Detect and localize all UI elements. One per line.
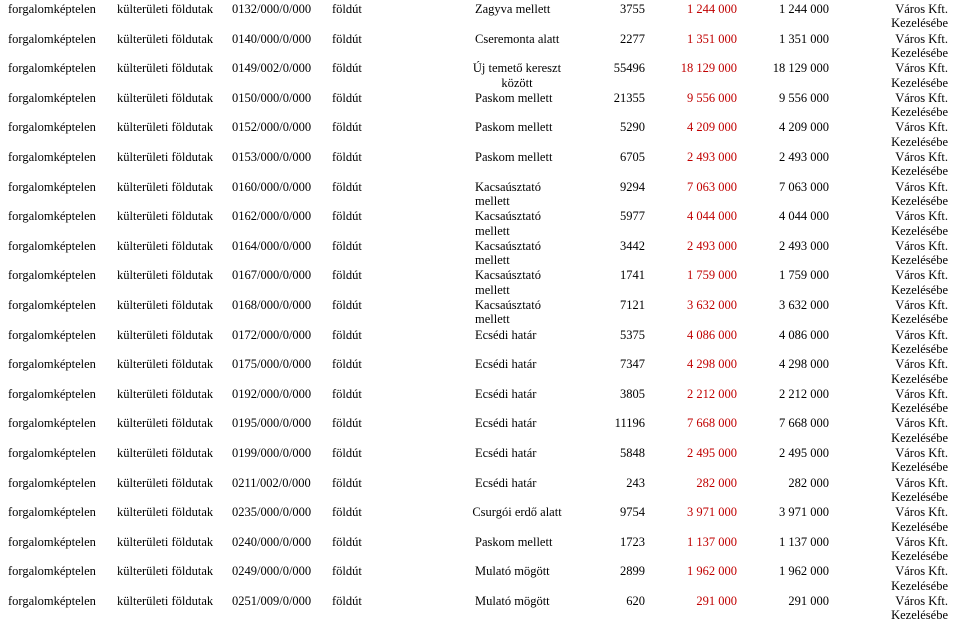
cultivation-cell: földút	[332, 238, 362, 253]
type-cell: külterületi földutak	[117, 534, 214, 549]
status-cell: forgalomképtelen	[8, 90, 96, 105]
status-cell: forgalomképtelen	[8, 179, 96, 194]
owner-cell	[891, 91, 948, 120]
owner-line-1: Város Kft.	[895, 594, 948, 608]
area-cell: 2899	[620, 564, 645, 579]
parcel-cell: 0251/009/0/000	[232, 594, 312, 608]
owner-cell	[891, 357, 948, 386]
parcel-cell: 0175/000/0/000	[232, 357, 312, 372]
parcel-cell: 0160/000/0/000	[232, 179, 312, 194]
location-cell: Mulató mögött	[475, 594, 550, 608]
owner-cell	[891, 239, 948, 268]
owner-cell	[891, 416, 948, 445]
type-cell: külterületi földutak	[117, 446, 214, 460]
table-row	[0, 505, 960, 535]
location-cell: Kacsaúsztató mellett	[475, 209, 541, 238]
location-cell: Ecsédi határ	[475, 327, 537, 342]
owner-line-2: Kezelésébe	[891, 194, 948, 208]
location-cell: Zagyva mellett	[475, 2, 551, 16]
type-cell: külterületi földutak	[117, 564, 214, 579]
cultivation-cell: földút	[332, 416, 362, 431]
value1-cell: 3 632 000	[687, 298, 737, 312]
parcel-cell: 0150/000/0/000	[232, 90, 312, 105]
type-cell: külterületi földutak	[117, 238, 214, 253]
status-cell: forgalomképtelen	[8, 268, 96, 283]
owner-line-1: Város Kft.	[895, 475, 948, 490]
parcel-cell: 0240/000/0/000	[232, 534, 312, 549]
type-cell: külterületi földutak	[117, 2, 214, 16]
parcel-cell: 0195/000/0/000	[232, 416, 312, 431]
table-row	[0, 387, 960, 417]
type-cell: külterületi földutak	[117, 150, 214, 164]
type-cell: külterületi földutak	[117, 268, 214, 283]
location-cell: Paskom mellett	[475, 150, 553, 164]
owner-cell	[891, 594, 948, 623]
location-cell: Ecsédi határ	[475, 357, 537, 372]
owner-line-2: Kezelésébe	[891, 549, 948, 564]
type-cell: külterületi földutak	[117, 209, 214, 224]
parcel-cell: 0199/000/0/000	[232, 446, 312, 460]
value1-cell: 1 244 000	[687, 2, 737, 16]
status-cell: forgalomképtelen	[8, 298, 96, 312]
owner-line-1: Város Kft.	[895, 2, 948, 16]
status-cell: forgalomképtelen	[8, 31, 96, 46]
owner-cell	[891, 387, 948, 416]
area-cell: 5290	[620, 120, 645, 135]
value1-cell: 291 000	[696, 594, 737, 608]
owner-line-1: Város Kft.	[895, 238, 948, 253]
cultivation-cell: földút	[332, 120, 362, 135]
value1-cell: 1 137 000	[687, 534, 737, 549]
location-cell: Ecsédi határ	[475, 446, 537, 460]
location-cell: Cseremonta alatt	[475, 31, 560, 46]
location-cell: Paskom mellett	[475, 90, 553, 105]
cultivation-cell: földút	[332, 505, 362, 520]
location-cell: Ecsédi határ	[475, 386, 537, 401]
value1-cell: 9 556 000	[687, 90, 737, 105]
owner-cell	[891, 150, 948, 179]
cultivation-cell: földút	[332, 564, 362, 579]
area-cell: 1723	[620, 534, 645, 549]
status-cell: forgalomképtelen	[8, 534, 96, 549]
owner-line-1: Város Kft.	[895, 505, 948, 520]
value1-cell: 4 209 000	[687, 120, 737, 135]
value2-cell: 1 759 000	[779, 268, 829, 283]
value1-cell: 2 495 000	[687, 446, 737, 460]
value2-cell: 4 209 000	[779, 120, 829, 135]
parcel-cell: 0164/000/0/000	[232, 238, 312, 253]
type-cell: külterületi földutak	[117, 475, 214, 490]
status-cell: forgalomképtelen	[8, 327, 96, 342]
value2-cell: 3 971 000	[779, 505, 829, 520]
owner-cell	[891, 505, 948, 534]
owner-line-2: Kezelésébe	[891, 75, 948, 90]
status-cell: forgalomképtelen	[8, 150, 96, 164]
value1-cell: 1 759 000	[687, 268, 737, 283]
area-cell: 55496	[613, 61, 645, 76]
value2-cell: 4 086 000	[779, 327, 829, 342]
parcel-cell: 0168/000/0/000	[232, 298, 312, 312]
owner-line-1: Város Kft.	[895, 564, 948, 579]
owner-cell	[891, 564, 948, 593]
cultivation-cell: földút	[332, 386, 362, 401]
type-cell: külterületi földutak	[117, 327, 214, 342]
location-cell: Paskom mellett	[475, 120, 553, 135]
type-cell: külterületi földutak	[117, 594, 214, 608]
area-cell: 5848	[620, 446, 645, 460]
area-cell: 2277	[620, 31, 645, 46]
value1-cell: 3 971 000	[687, 505, 737, 520]
status-cell: forgalomképtelen	[8, 2, 96, 16]
owner-line-2: Kezelésébe	[891, 282, 948, 297]
owner-line-1: Város Kft.	[895, 120, 948, 135]
value2-cell: 1 351 000	[779, 31, 829, 46]
owner-cell	[891, 32, 948, 61]
parcel-cell: 0162/000/0/000	[232, 209, 312, 224]
parcel-cell: 0140/000/0/000	[232, 31, 312, 46]
cultivation-cell: földút	[332, 357, 362, 372]
owner-line-2: Kezelésébe	[891, 164, 948, 179]
status-cell: forgalomképtelen	[8, 61, 96, 76]
owner-line-2: Kezelésébe	[891, 608, 948, 623]
value2-cell: 1 137 000	[779, 534, 829, 549]
value2-cell: 1 962 000	[779, 564, 829, 579]
location-cell: Ecsédi határ	[475, 475, 537, 490]
owner-line-2: Kezelésébe	[891, 253, 948, 268]
cultivation-cell: földút	[332, 209, 362, 224]
cultivation-cell: földút	[332, 594, 362, 608]
status-cell: forgalomképtelen	[8, 446, 96, 460]
location-cell: Kacsaúsztató mellett	[475, 179, 541, 208]
table-row	[0, 32, 960, 62]
value2-cell: 291 000	[788, 594, 829, 608]
table-row	[0, 298, 960, 328]
cultivation-cell: földút	[332, 534, 362, 549]
value2-cell: 4 298 000	[779, 357, 829, 372]
owner-line-1: Város Kft.	[895, 268, 948, 283]
status-cell: forgalomképtelen	[8, 209, 96, 224]
cultivation-cell: földút	[332, 31, 362, 46]
parcel-cell: 0132/000/0/000	[232, 2, 312, 16]
table-row	[0, 564, 960, 594]
parcel-cell: 0172/000/0/000	[232, 327, 312, 342]
table-row	[0, 446, 960, 476]
value1-cell: 282 000	[696, 475, 737, 490]
value1-cell: 2 493 000	[687, 150, 737, 164]
status-cell: forgalomképtelen	[8, 357, 96, 372]
value2-cell: 7 063 000	[779, 179, 829, 194]
cultivation-cell: földút	[332, 2, 362, 16]
table-row	[0, 239, 960, 269]
status-cell: forgalomképtelen	[8, 564, 96, 579]
parcel-cell: 0167/000/0/000	[232, 268, 312, 283]
owner-line-1: Város Kft.	[895, 179, 948, 194]
owner-line-2: Kezelésébe	[891, 430, 948, 445]
owner-line-1: Város Kft.	[895, 327, 948, 342]
status-cell: forgalomképtelen	[8, 505, 96, 520]
type-cell: külterületi földutak	[117, 298, 214, 312]
location-cell: Új temető kereszt között	[472, 61, 562, 90]
owner-cell	[891, 209, 948, 238]
owner-cell	[891, 2, 948, 31]
status-cell: forgalomképtelen	[8, 416, 96, 431]
status-cell: forgalomképtelen	[8, 475, 96, 490]
area-cell: 620	[626, 594, 645, 608]
parcel-cell: 0211/002/0/000	[232, 475, 311, 490]
owner-line-2: Kezelésébe	[891, 46, 948, 60]
location-cell: Kacsaúsztató mellett	[475, 298, 541, 327]
owner-line-2: Kezelésébe	[891, 519, 948, 534]
table-row	[0, 2, 960, 32]
value2-cell: 2 212 000	[779, 386, 829, 401]
owner-line-1: Város Kft.	[895, 61, 948, 76]
location-cell: Kacsaúsztató mellett	[475, 268, 541, 297]
status-cell: forgalomképtelen	[8, 120, 96, 135]
owner-line-1: Város Kft.	[895, 446, 948, 460]
owner-cell	[891, 180, 948, 209]
type-cell: külterületi földutak	[117, 357, 214, 372]
owner-cell	[891, 268, 948, 297]
value2-cell: 7 668 000	[779, 416, 829, 431]
area-cell: 21355	[613, 90, 645, 105]
owner-line-2: Kezelésébe	[891, 578, 948, 593]
table-row	[0, 91, 960, 121]
area-cell: 6705	[620, 150, 645, 164]
table-row	[0, 594, 960, 624]
table-row	[0, 150, 960, 180]
cultivation-cell: földút	[332, 61, 362, 76]
owner-line-1: Város Kft.	[895, 534, 948, 549]
owner-line-2: Kezelésébe	[891, 134, 948, 149]
owner-cell	[891, 120, 948, 149]
area-cell: 5977	[620, 209, 645, 224]
parcel-cell: 0235/000/0/000	[232, 505, 312, 520]
value1-cell: 2 212 000	[687, 386, 737, 401]
cultivation-cell: földút	[332, 268, 362, 283]
table-row	[0, 328, 960, 358]
owner-line-1: Város Kft.	[895, 90, 948, 105]
owner-line-1: Város Kft.	[895, 416, 948, 431]
owner-line-1: Város Kft.	[895, 209, 948, 224]
table-row	[0, 416, 960, 446]
area-cell: 1741	[620, 268, 645, 283]
type-cell: külterületi földutak	[117, 386, 214, 401]
value1-cell: 4 086 000	[687, 327, 737, 342]
cultivation-cell: földút	[332, 90, 362, 105]
location-cell: Ecsédi határ	[475, 416, 537, 431]
owner-line-2: Kezelésébe	[891, 401, 948, 416]
value1-cell: 7 668 000	[687, 416, 737, 431]
location-cell: Paskom mellett	[475, 534, 553, 549]
owner-cell	[891, 535, 948, 564]
value1-cell: 7 063 000	[687, 179, 737, 194]
type-cell: külterületi földutak	[117, 179, 214, 194]
status-cell: forgalomképtelen	[8, 238, 96, 253]
owner-line-2: Kezelésébe	[891, 371, 948, 386]
location-cell: Mulató mögött	[475, 564, 550, 579]
cultivation-cell: földút	[332, 179, 362, 194]
value1-cell: 2 493 000	[687, 238, 737, 253]
table-row	[0, 61, 960, 91]
location-cell: Csurgói erdő alatt	[472, 505, 562, 520]
owner-line-2: Kezelésébe	[891, 223, 948, 238]
value2-cell: 9 556 000	[779, 90, 829, 105]
owner-cell	[891, 476, 948, 505]
owner-cell	[891, 61, 948, 90]
owner-line-2: Kezelésébe	[891, 16, 948, 31]
owner-cell	[891, 298, 948, 327]
type-cell: külterületi földutak	[117, 31, 214, 46]
value2-cell: 4 044 000	[779, 209, 829, 224]
table-row	[0, 535, 960, 565]
value2-cell: 18 129 000	[772, 61, 829, 76]
parcel-cell: 0153/000/0/000	[232, 150, 312, 164]
value1-cell: 4 298 000	[687, 357, 737, 372]
cultivation-cell: földút	[332, 150, 362, 164]
value2-cell: 2 493 000	[779, 238, 829, 253]
type-cell: külterületi földutak	[117, 505, 214, 520]
status-cell: forgalomképtelen	[8, 386, 96, 401]
value2-cell: 3 632 000	[779, 298, 829, 312]
table-row	[0, 357, 960, 387]
area-cell: 243	[626, 475, 645, 490]
parcel-cell: 0192/000/0/000	[232, 386, 312, 401]
parcel-cell: 0249/000/0/000	[232, 564, 312, 579]
type-cell: külterületi földutak	[117, 90, 214, 105]
owner-cell	[891, 446, 948, 475]
table-row	[0, 120, 960, 150]
status-cell: forgalomképtelen	[8, 594, 96, 608]
cultivation-cell: földút	[332, 446, 362, 460]
area-cell: 5375	[620, 327, 645, 342]
owner-line-2: Kezelésébe	[891, 460, 948, 475]
area-cell: 3755	[620, 2, 645, 16]
area-cell: 9294	[620, 179, 645, 194]
type-cell: külterületi földutak	[117, 61, 214, 76]
owner-line-2: Kezelésébe	[891, 312, 948, 327]
owner-line-2: Kezelésébe	[891, 105, 948, 120]
table-row	[0, 268, 960, 298]
value2-cell: 1 244 000	[779, 2, 829, 16]
owner-line-1: Város Kft.	[895, 150, 948, 164]
cultivation-cell: földút	[332, 298, 362, 312]
table-row	[0, 180, 960, 210]
parcel-cell: 0149/002/0/000	[232, 61, 312, 76]
owner-cell	[891, 328, 948, 357]
value1-cell: 4 044 000	[687, 209, 737, 224]
area-cell: 3805	[620, 386, 645, 401]
type-cell: külterületi földutak	[117, 120, 214, 135]
parcel-cell: 0152/000/0/000	[232, 120, 312, 135]
area-cell: 11196	[614, 416, 645, 431]
value2-cell: 282 000	[788, 475, 829, 490]
cultivation-cell: földút	[332, 475, 362, 490]
value1-cell: 1 351 000	[687, 31, 737, 46]
owner-line-1: Város Kft.	[895, 386, 948, 401]
area-cell: 9754	[620, 505, 645, 520]
area-cell: 7347	[620, 357, 645, 372]
owner-line-1: Város Kft.	[895, 298, 948, 312]
type-cell: külterületi földutak	[117, 416, 214, 431]
owner-line-1: Város Kft.	[895, 31, 948, 46]
area-cell: 7121	[620, 298, 645, 312]
value1-cell: 18 129 000	[680, 61, 737, 76]
table-row	[0, 476, 960, 506]
location-cell: Kacsaúsztató mellett	[475, 238, 541, 268]
table-row	[0, 209, 960, 239]
owner-line-2: Kezelésébe	[891, 490, 948, 504]
owner-line-1: Város Kft.	[895, 357, 948, 372]
value2-cell: 2 493 000	[779, 150, 829, 164]
value2-cell: 2 495 000	[779, 446, 829, 460]
cultivation-cell: földút	[332, 327, 362, 342]
area-cell: 3442	[620, 238, 645, 253]
owner-line-2: Kezelésébe	[891, 342, 948, 356]
value1-cell: 1 962 000	[687, 564, 737, 579]
